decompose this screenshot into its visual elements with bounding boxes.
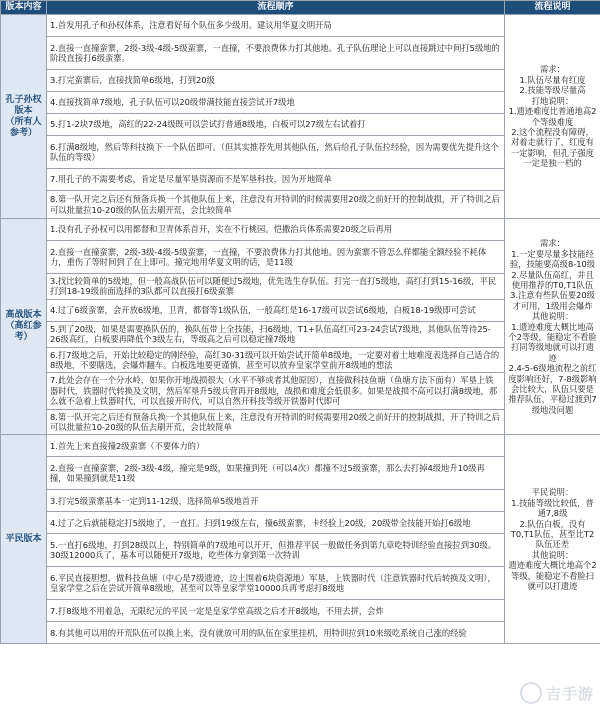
watermark-text: 吉手游 — [545, 684, 594, 703]
step-cell: 2.直接一直撞蛮寨，2级-3级-4级，撞完是9级，如果撞到死（可以4次）都撞不过5级蛮寨，那么去打掉4级地升10级再撞，如果撞到就是11级 — [47, 457, 505, 490]
step-cell: 2.直接一直撞蛮寨，2级-3级-4级-5级蛮寨，一直撞，不要浪费体力打其他地。孔子队伍理论上可以直接跳过中间打5级地的阶段直接打6级蛮寨。 — [47, 37, 505, 70]
step-cell: 5.一直打6级地，打到28级以上，特别简单的7级地可以开开，但推荐平民一般做任务到第九章吃特训经验直接拉到30级。30级12000兵了，基本可以随便开7级地，吃些体力拿到第一次特训 — [47, 534, 505, 567]
step-cell: 3.找比较简单的5级地，但一般高战队伍可以随便过5级地，优先选生存队伍。打完一直打5级地，高红打到15-16级，平民打到18-19级前面选择的3队都可以直接打6级蛮寨 — [47, 274, 505, 300]
header-notes: 流程说明 — [505, 1, 600, 15]
version-cell: 高战版本 （高红参 考） — [1, 219, 47, 435]
header-version: 版本内容 — [1, 1, 47, 15]
step-cell: 3.打完蛮寨后，直接找简单6级地，打到20级 — [47, 70, 505, 92]
step-cell: 8.有其他可以用的开荒队伍可以换上来，没有就放可用的队伍在家里挂机，用特训拉到10来级吃系统自己涨的经验 — [47, 622, 505, 644]
step-cell: 2.直接一直撞蛮寨，2级-3级-4级-5级蛮寨，一直撞，不要浪费体力打其他地。因为蛮寨不管怎么样都能全额经验不耗体力，重伤了等时间到了在上即可。撞完地用华夏文明的话，是11级 — [47, 241, 505, 274]
step-cell: 7.打8级地不用着急，无限纪元的平民一定是皇家学堂高级之后才开8级地，不用去拼，会炸 — [47, 600, 505, 622]
watermark — [520, 682, 594, 704]
step-cell: 8.第一队开完之后还有预备兵换一个其他队伍上来，注意没有开特训的时候需要用20级之前好开的控制战损，开了特训之后可以批量拉10-20级的队伍去刷开荒，会比较简单 — [47, 409, 505, 435]
table-row — [1, 435, 600, 457]
version-cell: 平民版本 — [1, 435, 47, 644]
step-cell: 6.平民直接胆想，做科技鱼塘（中心是7级遗迹，边上围着6块资源地）军垦，上铁器时代（注意铁器时代后转换及文明），皇家学堂之后在尝试开简单8级地，甚至可以等皇家学堂10000兵再考虑打8级地 — [47, 567, 505, 600]
step-cell: 6.打满8级地，然后等科技换下一个队伍即可。（但其实推荐先用其他队伍，然后给孔子队伍拉经验，因为需要优先提升这个队伍的等级） — [47, 136, 505, 169]
step-cell: 4.过了之后就能稳定打5级地了，一直打。扫到19级左右，撞6级蛮寨，卡经验上20级，20级带全技能开始打6级地 — [47, 512, 505, 534]
notes-cell: 平民说明： 1.技能等级比较低，普通7,8级 2.队伍白板，没有T0,T1队伍，甚至比T2队伍还差 其他说明： 遗迹难度大概比地高个2等级，能稳定不看脸扫就可以打遗迹 — [505, 435, 600, 644]
step-cell: 1.没有孔子孙权可以用都督和卫青体系首开，实在不行桃园。恺撒治兵体系需要20级之后再用 — [47, 219, 505, 241]
header-flow: 流程顺序 — [47, 1, 505, 15]
step-cell: 1.首先上来直接撞2级蛮寨（不要体力的） — [47, 435, 505, 457]
table-header-row — [1, 1, 600, 15]
version-cell: 孔子孙权 版本 （所有人 参考） — [1, 15, 47, 219]
step-cell: 4.过了6级蛮寨，会开放6级地，卫青，都督等1级队伍，一般高红是16-17级可以尝试6级地，白板18-19级即可尝试 — [47, 299, 505, 321]
step-cell: 8.第一队开完之后还有预备兵换一个其他队伍上来，注意没有开特训的时候需要用20级之前好开的控制战损，开了特训之后可以批量拉10-20级的队伍去刷开荒，会比较简单 — [47, 191, 505, 219]
notes-cell: 需求： 1.队伍尽量有红度 2.技能等级尽量高 打地说明： 1.遗迹难度比普通地高2个等级难度 2.这个流程没有障碍，对着走就行了，红度有一定影响，但孔子强度一定是独一档的 — [505, 15, 600, 219]
step-cell: 7.用孔子的不需要考虑，肯定是尽量军垦资源而不是军垦科技，因为开地简单 — [47, 169, 505, 191]
watermark-logo-icon — [520, 682, 542, 704]
table-row — [1, 15, 600, 37]
table-row — [1, 219, 600, 241]
notes-cell: 需求： 1.一定要尽量多技能经验，技能要高级8-10级 2.尽量队伍高红，并且使用推荐的T0,T1队伍 3.注意有些队伍要20级才可用，1级用会爆炸 其他说明： 1.遗迹难度大概比地高个2等级，能稳定不看脸打同等级地就可以打遗迹 2.4-5-6级地流程之前红度影响还好，7-8级影响会比较大，队伍只要是推荐队伍，平稳过渡到7级地没问题 — [505, 219, 600, 435]
step-cell: 5.打1-2块7级地，高红的22-24级既可以尝试打普通8级地，白板可以27级左右试着打 — [47, 114, 505, 136]
step-cell: 6.打7级地之后，开始比较稳定的刚经验，高红30-31级可以开始尝试开简单8级地，一定要对着土地难度表选择自己适合的8级地，不要瞎选，会爆炸翻车。白板选地要更谨慎，甚至可以放弃皇家学堂前开8级地的想法 — [47, 347, 505, 373]
table-body — [1, 15, 600, 644]
step-cell: 7.此处会存在一个分水岭，如果你开地战损很大（水平不够或者其他原因），直接做科技鱼塘（鱼塘方法下面有）军垦上铁器时代，铁器时代转换及文明，然后军垦升5级兵营再开8级地，战损和难度会低很多。如果是战损不高可以打满8级地，那么就不急着上铁器时代，可以直接开时代，可以自然开科技等级开铁器时代即可 — [47, 373, 505, 409]
step-cell: 4.直接找简单7级地，孔子队伍可以20级带满技能直接尝试开7级地 — [47, 92, 505, 114]
step-cell: 5.到了20级，如果是需要换队伍的，换队伍带上全技能，扫6级地，T1+队伍高红可23-24尝试7级地，其他队伍等待25-26级高红，白板要再降低个3级左右，等级高之后可以稳定撞7级地 — [47, 321, 505, 347]
step-cell: 3.打完5级蛮寨基本一定到11-12级，选择简单5级地首开 — [47, 490, 505, 512]
step-cell: 1.首发用孔子和孙权体系，注意看好每个队伍多少级用。建议用华夏文明开局 — [47, 15, 505, 37]
